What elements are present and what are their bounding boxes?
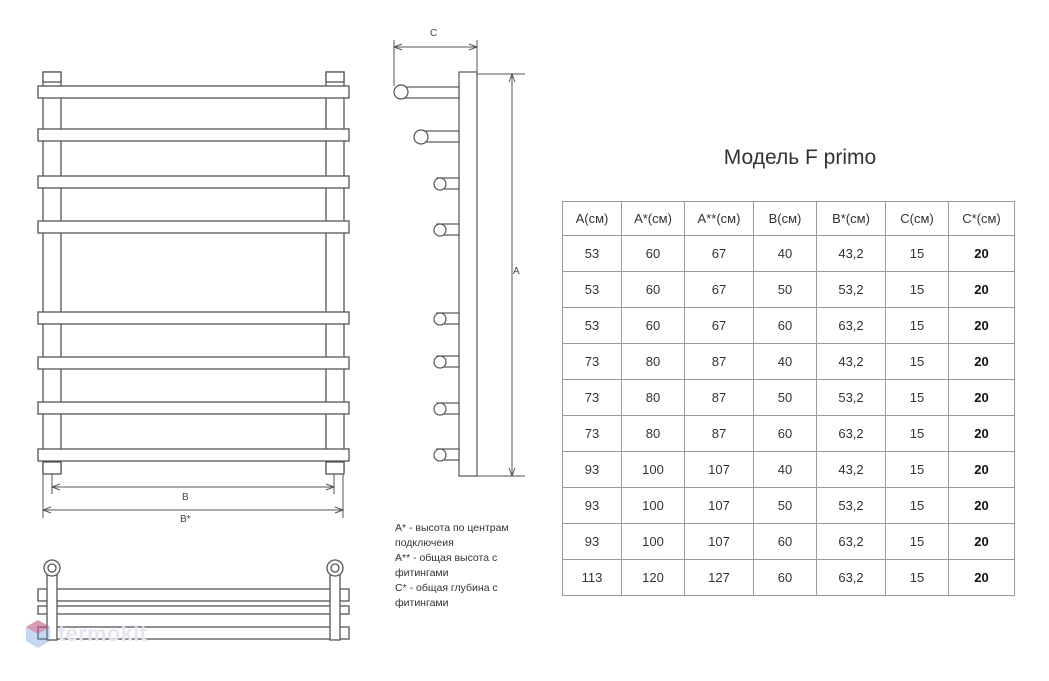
header-a: A(см) [563, 202, 622, 236]
table-cell: 80 [622, 380, 685, 416]
side-bars [394, 85, 459, 461]
table-cell: 40 [754, 236, 817, 272]
table-cell: 50 [754, 272, 817, 308]
table-cell: 53 [563, 236, 622, 272]
table-cell: 53,2 [817, 380, 886, 416]
notes [395, 521, 535, 611]
table-cell: 93 [563, 452, 622, 488]
table-cell: 87 [685, 344, 754, 380]
table-cell: 60 [754, 524, 817, 560]
table-cell: 63,2 [817, 416, 886, 452]
table-cell: 80 [622, 344, 685, 380]
table-header-row [563, 202, 1015, 236]
table-cell: 53 [563, 308, 622, 344]
side-upright [459, 72, 477, 476]
table-row [563, 560, 1015, 596]
table-row [563, 416, 1015, 452]
left-foot [43, 462, 61, 474]
table-cell: 43,2 [817, 236, 886, 272]
dim-label-c: C [430, 28, 438, 39]
table-cell: 100 [622, 524, 685, 560]
table-cell: 60 [622, 236, 685, 272]
table-cell: 50 [754, 488, 817, 524]
table-cell: 20 [949, 416, 1015, 452]
table-row [563, 524, 1015, 560]
table-cell: 20 [949, 452, 1015, 488]
table-body [563, 236, 1015, 596]
table-cell: 20 [949, 380, 1015, 416]
table-cell: 73 [563, 344, 622, 380]
table-cell: 127 [685, 560, 754, 596]
table-cell: 67 [685, 308, 754, 344]
table-cell: 40 [754, 344, 817, 380]
table-cell: 15 [886, 272, 949, 308]
table-cell: 73 [563, 416, 622, 452]
crossbars [38, 86, 349, 461]
table-cell: 53,2 [817, 488, 886, 524]
side-view [394, 72, 477, 476]
spec-table [562, 201, 1015, 596]
table-cell: 40 [754, 452, 817, 488]
table-cell: 67 [685, 272, 754, 308]
table-cell: 93 [563, 488, 622, 524]
table-cell: 100 [622, 488, 685, 524]
table-cell: 43,2 [817, 452, 886, 488]
table-cell: 60 [754, 416, 817, 452]
table-cell: 107 [685, 488, 754, 524]
table-cell: 107 [685, 452, 754, 488]
header-b-star: B*(см) [817, 202, 886, 236]
table-row [563, 488, 1015, 524]
termokit-logo [24, 618, 147, 650]
table-row [563, 272, 1015, 308]
table-cell: 43,2 [817, 344, 886, 380]
table-cell: 107 [685, 524, 754, 560]
table-cell: 15 [886, 236, 949, 272]
table-cell: 20 [949, 236, 1015, 272]
table-cell: 67 [685, 236, 754, 272]
header-c: C(см) [886, 202, 949, 236]
table-cell: 20 [949, 524, 1015, 560]
table-cell: 113 [563, 560, 622, 596]
table-row [563, 308, 1015, 344]
dim-label-b-star: B* [180, 514, 191, 525]
note-a-double-star: A** - общая высота с фитингами [395, 552, 498, 579]
table-cell: 20 [949, 272, 1015, 308]
table-row [563, 344, 1015, 380]
model-title: Модель F primo [723, 146, 877, 169]
dim-label-b: B [182, 492, 189, 503]
logo-icon [24, 618, 52, 650]
table-cell: 15 [886, 344, 949, 380]
table-cell: 93 [563, 524, 622, 560]
table-cell: 20 [949, 488, 1015, 524]
table-cell: 20 [949, 308, 1015, 344]
table-cell: 15 [886, 380, 949, 416]
table-row [563, 452, 1015, 488]
note-c-star: C* - общая глубина с фитингами [395, 582, 498, 609]
width-dimensions [43, 474, 343, 518]
header-a-double-star: A**(см) [685, 202, 754, 236]
right-foot [326, 462, 344, 474]
table-cell: 80 [622, 416, 685, 452]
table-cell: 20 [949, 344, 1015, 380]
left-cap [43, 72, 61, 82]
table-cell: 15 [886, 308, 949, 344]
table-cell: 20 [949, 560, 1015, 596]
table-cell: 87 [685, 416, 754, 452]
table-cell: 53 [563, 272, 622, 308]
table-cell: 60 [754, 560, 817, 596]
table-row [563, 236, 1015, 272]
table-cell: 73 [563, 380, 622, 416]
table-cell: 15 [886, 524, 949, 560]
table-cell: 87 [685, 380, 754, 416]
front-view [38, 72, 349, 474]
header-b: B(см) [754, 202, 817, 236]
table-cell: 15 [886, 560, 949, 596]
table-cell: 53,2 [817, 272, 886, 308]
table-cell: 15 [886, 488, 949, 524]
table-cell: 120 [622, 560, 685, 596]
table-cell: 15 [886, 416, 949, 452]
table-cell: 60 [622, 308, 685, 344]
dim-label-a: A [513, 266, 520, 277]
table-cell: 63,2 [817, 560, 886, 596]
logo-text: termokit [58, 621, 148, 646]
table-cell: 60 [754, 308, 817, 344]
table-cell: 63,2 [817, 524, 886, 560]
table-cell: 60 [622, 272, 685, 308]
note-a-star: A* - высота по центрам подключеия [395, 522, 509, 549]
header-a-star: A*(см) [622, 202, 685, 236]
table-cell: 50 [754, 380, 817, 416]
header-c-star: C*(см) [949, 202, 1015, 236]
table-cell: 100 [622, 452, 685, 488]
table-cell: 15 [886, 452, 949, 488]
table-cell: 63,2 [817, 308, 886, 344]
right-cap [326, 72, 344, 82]
table-row [563, 380, 1015, 416]
